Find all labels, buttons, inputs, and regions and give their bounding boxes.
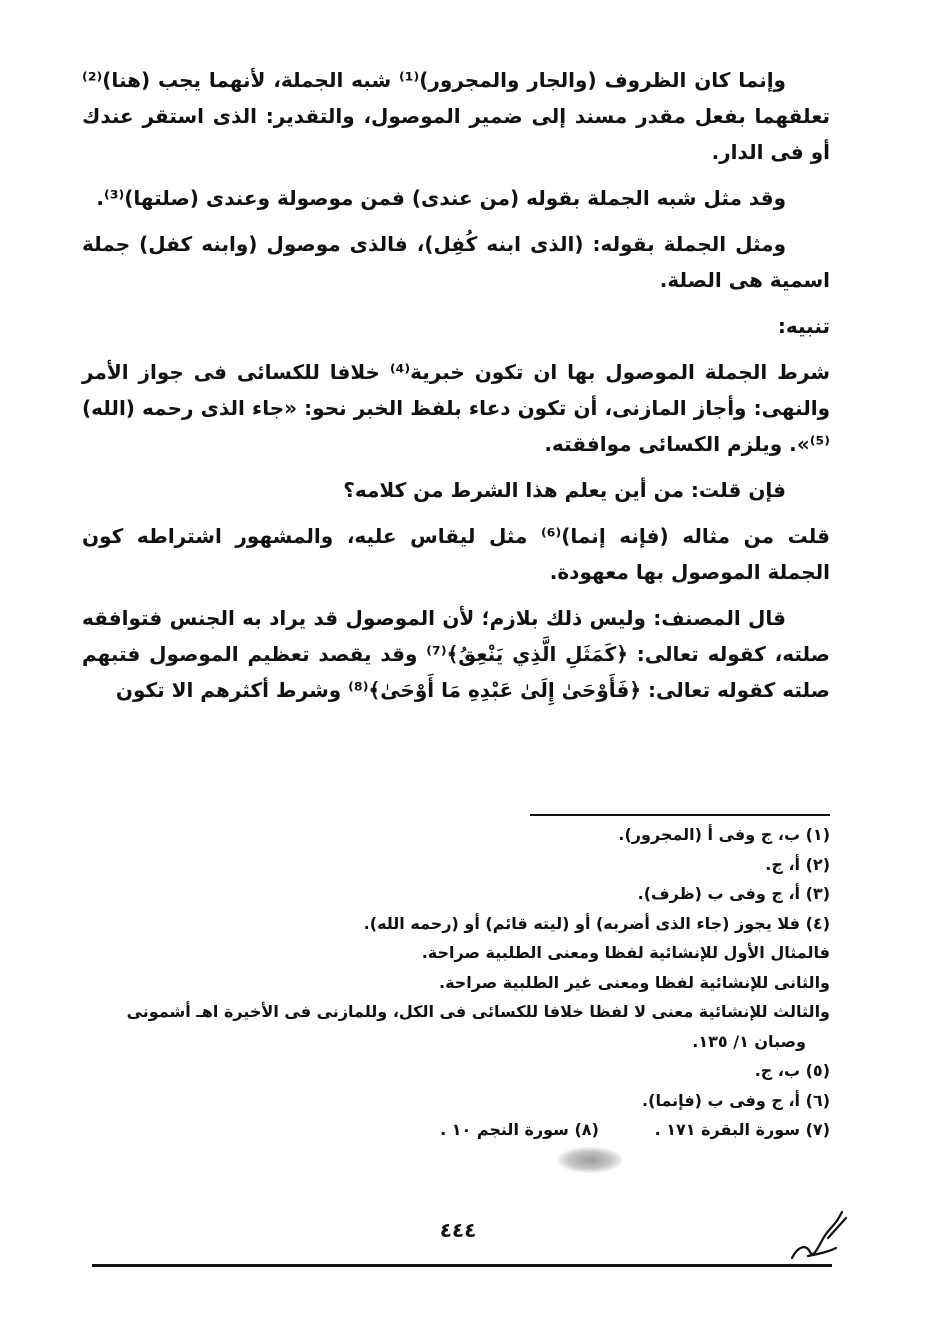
bottom-rule — [92, 1264, 832, 1267]
footnote-4-line-4: والثالث للإنشائية معنى لا لفظا خلافا للكسائى فى الكل، وللمازنى فى الأخيرة اهـ أشمونى — [126, 1002, 830, 1021]
paragraph-6: قلت من مثاله (فإنه إنما)⁽⁶⁾ مثل ليقاس عليه، والمشهور اشتراطه كون الجملة الموصول بها معهودة. — [82, 524, 830, 584]
paragraph-5: فإن قلت: من أين يعلم هذا الشرط من كلامه؟ — [343, 478, 786, 502]
footnote-3: (٣) أ، ج وفى ب (ظرف). — [637, 884, 830, 903]
paragraph-3: ومثل الجملة بقوله: (الذى ابنه كُفِل)، فالذى موصول (وابنه كفل) جملة اسمية هى الصلة. — [82, 232, 830, 292]
footnote-separator — [530, 814, 830, 816]
footnote-1: (١) ب، ج وفى أ (المجرور). — [618, 825, 830, 844]
signature-mark-icon — [784, 1198, 854, 1270]
footnote-2: (٢) أ، ج. — [765, 854, 830, 874]
page-number: ٤٤٤ — [439, 1218, 477, 1242]
footnotes — [82, 820, 830, 1145]
footnote-7-8: (٧) سورة البقرة ١٧١ . (٨) سورة النجم ١٠ . — [440, 1120, 830, 1139]
footnote-4-line-3: والثانى للإنشائية لفظا ومعنى غير الطلبية صراحة. — [438, 972, 830, 992]
paragraph-1: وإنما كان الظروف (والجار والمجرور)⁽¹⁾ شبه الجملة، لأنهما يجب (هنا)⁽²⁾ تعلقهما بفعل مقدر مسند إلى ضمير الموصول، والتقدير: الذى استقر عندك أو فى الدار. — [82, 68, 830, 164]
paragraph-4: شرط الجملة الموصول بها ان تكون خبرية⁽⁴⁾ خلافا للكسائى فى جواز الأمر والنهى: وأجاز المازنى، أن تكون دعاء بلفظ الخبر نحو: «جاء الذى رحمه (الله)⁽⁵⁾». ويلزم الكسائى موافقته. — [82, 360, 830, 456]
footnote-4-line-5: وصبان ١/ ١٣٥. — [692, 1031, 806, 1051]
ink-smudge — [557, 1147, 623, 1173]
footnote-6: (٦) أ، ج وفى ب (فإنما). — [642, 1090, 830, 1110]
main-text — [82, 62, 830, 718]
paragraph-7: قال المصنف: وليس ذلك بلازم؛ لأن الموصول قد يراد به الجنس فتوافقه صلته، كقوله تعالى: ﴿كَمَثَلِ الَّذِي يَنْعِقُ﴾⁽⁷⁾ وقد يقصد تعظيم الموصول فتبهم صلته كقوله تعالى: ﴿فَأَوْحَىٰ إِلَىٰ عَبْدِهِ مَا أَوْحَىٰ﴾⁽⁸⁾ وشرط أكثرهم الا تكون — [82, 606, 830, 702]
footnote-5: (٥) ب، ج. — [754, 1061, 830, 1080]
footnote-4: (٤) فلا يجوز (جاء الذى أضربه) أو (ليته قائم) أو (رحمه الله). — [363, 913, 830, 933]
section-heading: تنبيه: — [777, 314, 830, 338]
paragraph-2: وقد مثل شبه الجملة بقوله (من عندى) فمن موصولة وعندى (صلتها)⁽³⁾. — [96, 186, 786, 210]
footnote-4-line-2: فالمثال الأول للإنشائية لفظا ومعنى الطلبية صراحة. — [421, 943, 830, 962]
